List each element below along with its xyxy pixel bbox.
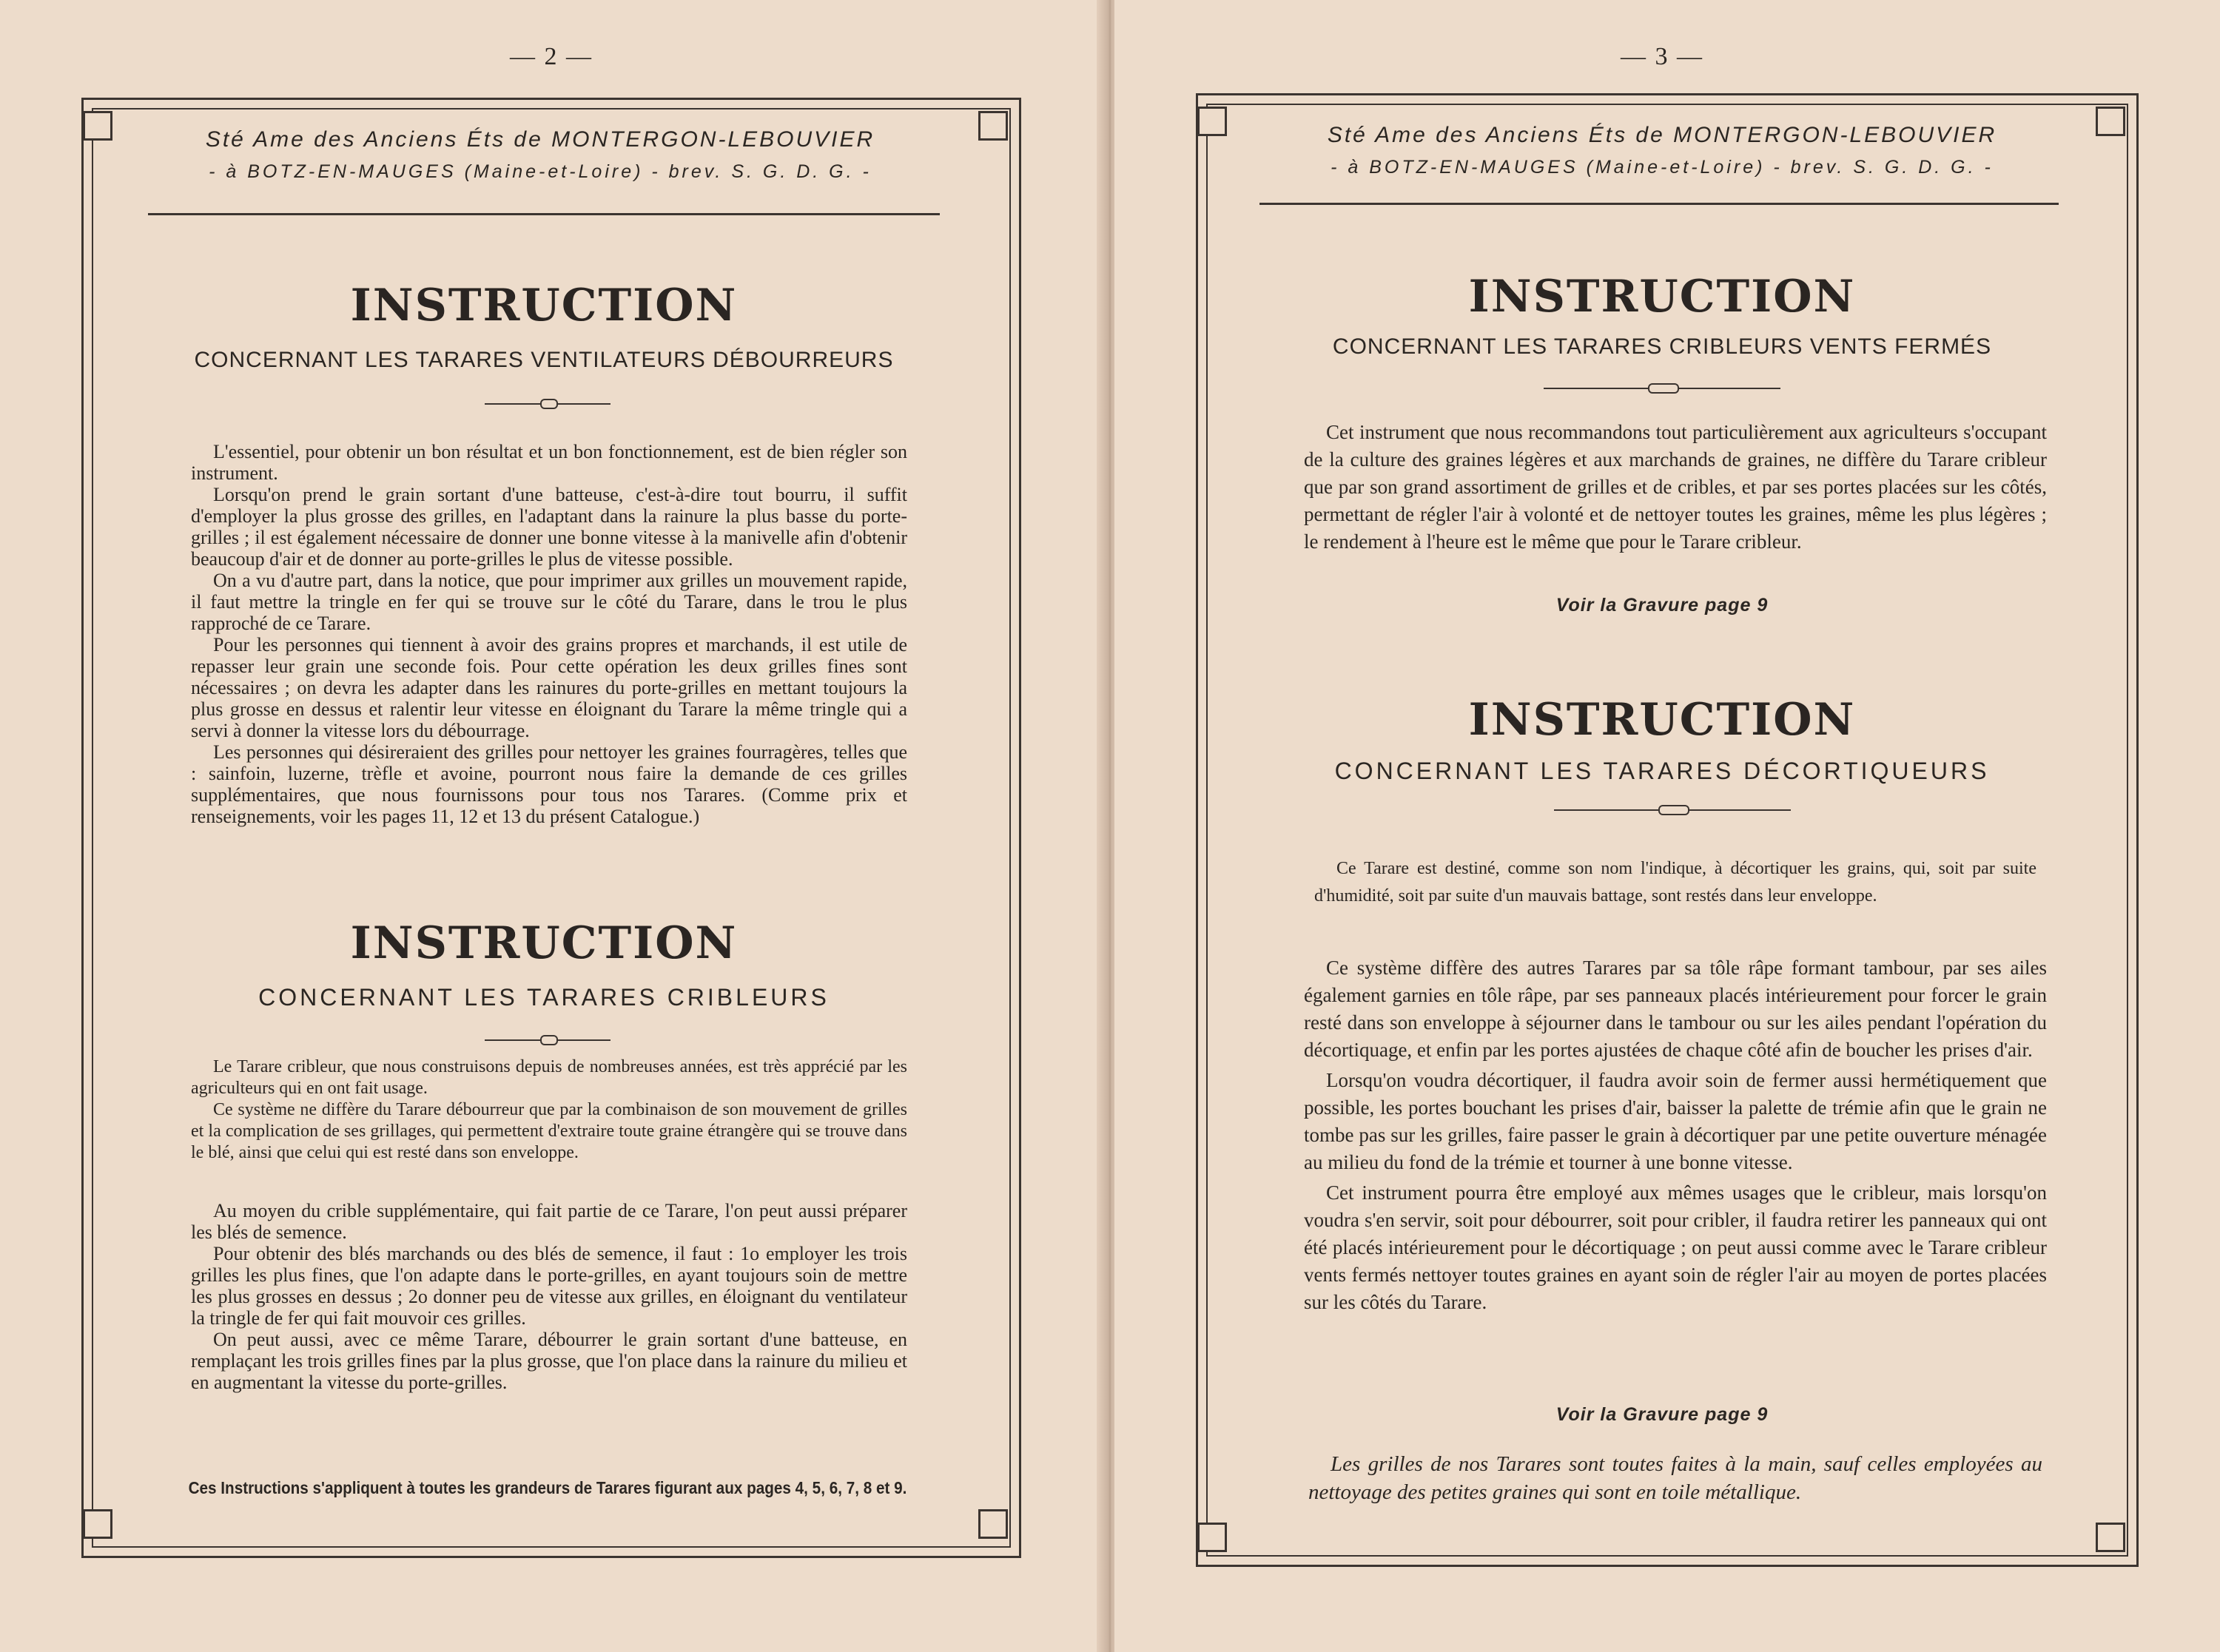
paragraph: On a vu d'autre part, dans la notice, que pour imprimer aux grilles un mouvement rapide, il faut mettre la tringle en fer qui se trouve sur le côté du Tarare, dans le trou le plus rapproché de ce Tarare.: [191, 570, 907, 634]
section-title: INSTRUCTION: [1468, 694, 1856, 746]
frame-corner: [1197, 1523, 1227, 1552]
ornament-divider: [1554, 809, 1791, 811]
header-rule: [1259, 203, 2059, 205]
page-number: — 3 —: [1621, 43, 1703, 70]
paragraph: Ce Tarare est destiné, comme son nom l'indique, à décortiquer les grains, qui, soit par suite d'humidité, soit par suite d'un mauvais battage, sont restés dans leur enveloppe.: [1314, 859, 2036, 906]
paragraph: Le Tarare cribleur, que nous construisons depuis de nombreuses années, est très apprécié par les agriculteurs qui en ont fait usage.: [191, 1057, 907, 1098]
footer-note: [1308, 1450, 2042, 1506]
paragraph: Les grilles de nos Tarares sont toutes faites à la main, sauf celles employées au nettoyage des petites graines qui sont en toile métallique.: [1308, 1452, 2042, 1504]
company-header: [1262, 123, 2062, 178]
section-subtitle: CONCERNANT LES TARARES CRIBLEURS VENTS FERMÉS: [1332, 334, 1992, 359]
paragraph: On peut aussi, avec ce même Tarare, débourrer le grain sortant d'une batteuse, en remplaçant les trois grilles fines par la plus grosse, que l'on place dans la rainure du milieu et en augmentant la vitesse du porte-grilles.: [191, 1329, 907, 1393]
section-body: [191, 1056, 907, 1164]
section-title: INSTRUCTION: [1468, 271, 1856, 323]
paragraph: Cet instrument pourra être employé aux mêmes usages que le cribleur, mais lorsqu'on voudra s'en servir, soit pour débourrer, soit pour cribler, il faudra retirer les panneaux qui ont été placés intérieurement pour le décortiquage ; on peut aussi comme avec le Tarare cribleur vents fermés nettoyer toutes graines en ayant soin de régler l'air au moyen de portes placées sur les côtés du Tarare.: [1304, 1181, 2047, 1313]
frame-corner: [83, 1509, 112, 1539]
header-rule: [148, 213, 940, 215]
page-number: — 2 —: [510, 43, 593, 70]
left-page: [0, 0, 1106, 1652]
see-engraving-note: Voir la Gravure page 9: [1555, 595, 1769, 616]
frame-corner: [83, 111, 112, 141]
section-subtitle: CONCERNANT LES TARARES DÉCORTIQUEURS: [1334, 758, 1990, 784]
section-intro: [1314, 855, 2036, 910]
right-page: [1114, 0, 2220, 1652]
ornament-divider: [485, 403, 610, 405]
paragraph: L'essentiel, pour obtenir un bon résultat et un bon fonctionnement, est de bien régler son instrument.: [191, 441, 907, 484]
section-title: INSTRUCTION: [350, 917, 738, 969]
section-body: [191, 441, 907, 827]
frame-corner: [2096, 1523, 2125, 1552]
header-line-1: Sté Ame des Anciens Éts de MONTERGON-LEBOUVIER: [205, 127, 875, 152]
see-engraving-note: Voir la Gravure page 9: [1555, 1404, 1769, 1425]
paragraph: Les personnes qui désireraient des grilles pour nettoyer les graines fourragères, telles que : sainfoin, luzerne, trèfle et avoine, pourront nous faire la demande de ces grilles supplémentaires, que nous fournissons pour tous nos Tarares. (Comme prix et renseignements, voir les pages 11, 12 et 13 du présent Catalogue.): [191, 741, 907, 827]
paragraph: Lorsqu'on voudra décortiquer, il faudra avoir soin de fermer aussi hermétiquement que possible, les portes bouchant les prises d'air, baisser la palette de trémie afin que le grain ne tombe pas sur les grilles, faire passer le grain à décortiquer par une petite ouverture ménagée au milieu du fond de la trémie et tourner à une bonne vitesse.: [1304, 1069, 2047, 1173]
header-line-1: Sté Ame des Anciens Éts de MONTERGON-LEBOUVIER: [1327, 123, 1997, 147]
section-title: INSTRUCTION: [350, 280, 738, 331]
paragraph: Ce système ne diffère du Tarare débourreur que par la combinaison de son mouvement de grilles et la complication de ses grillages, qui permettent d'extraire toute graine étrangère qui se trouve dans le blé, ainsi que celui qui est resté dans son enveloppe.: [191, 1100, 907, 1162]
company-header: [148, 127, 932, 183]
frame-corner: [1197, 107, 1227, 136]
header-line-2: - à BOTZ-EN-MAUGES (Maine-et-Loire) - brev. S. G. D. G. -: [209, 161, 872, 182]
paragraph: Cet instrument que nous recommandons tout particulièrement aux agriculteurs s'occupant de la culture des graines légères et aux marchands de graines, ne diffère du Tarare cribleur que par son grand assortiment de grilles et de cribles, et par ses portes placées sur les côtés, permettant de régler l'air à volonté et de nettoyer toutes les graines, même les plus légères ; le rendement à l'heure est le même que pour le Tarare cribleur.: [1304, 421, 2047, 553]
paragraph: Ce système diffère des autres Tarares par sa tôle râpe formant tambour, par ses ailes également garnies en tôle râpe, par ses panneaux placés intérieurement pour forcer le grain resté dans son enveloppe à séjourner dans le tambour ou sur les ailes pendant l'opération du décortiquage, et enfin par les portes ajustées de chaque côté afin de boucher les prises d'air.: [1304, 957, 2047, 1061]
paragraph: Pour les personnes qui tiennent à avoir des grains propres et marchands, il est utile de repasser leur grain une seconde fois. Pour cette opération les deux grilles fines sont nécessaires ; on devra les adapter dans les rainures du porte-grilles en mettant toujours la plus grosse en dessus et ralentir leur vitesse en éloignant du Tarare la même tringle qui a servi à donner la vitesse lors du débourrage.: [191, 634, 907, 741]
frame-corner: [978, 111, 1008, 141]
section-body: [1304, 419, 2047, 559]
header-line-2: - à BOTZ-EN-MAUGES (Maine-et-Loire) - brev. S. G. D. G. -: [1331, 157, 1994, 178]
paragraph: Lorsqu'on prend le grain sortant d'une batteuse, c'est-à-dire tout bourru, il suffit d'employer la plus grosse des grilles, en l'adaptant dans la rainure la plus basse du porte-grilles ; il est également nécessaire de donner une bonne vitesse à la manivelle afin d'obtenir beaucoup d'air et de donner au porte-grilles le plus de vitesse possible.: [191, 484, 907, 570]
ornament-divider: [1544, 388, 1780, 389]
applicability-note: Ces Instructions s'appliquent à toutes les grandeurs de Tarares figurant aux pages 4, 5, 6, 7, 8 et 9.: [188, 1478, 907, 1497]
paragraph: Pour obtenir des blés marchands ou des blés de semence, il faut : 1o employer les trois grilles les plus fines, que l'on adapte dans le porte-grilles, en ayant toujours soin de mettre les plus grosses en dessus ; 2o donner peu de vitesse aux grilles, en éloignant du ventilateur la tringle de fer qui fait mouvoir ces grilles.: [191, 1243, 907, 1329]
section-subtitle: CONCERNANT LES TARARES VENTILATEURS DÉBOURREURS: [194, 348, 894, 372]
frame-corner: [2096, 107, 2125, 136]
section-subtitle: CONCERNANT LES TARARES CRIBLEURS: [258, 984, 830, 1011]
frame-corner: [978, 1509, 1008, 1539]
section-body: [1304, 954, 2047, 1319]
ornament-divider: [485, 1039, 610, 1041]
section-body: [191, 1200, 907, 1393]
paragraph: Au moyen du crible supplémentaire, qui fait partie de ce Tarare, l'on peut aussi préparer les blés de semence.: [191, 1200, 907, 1243]
